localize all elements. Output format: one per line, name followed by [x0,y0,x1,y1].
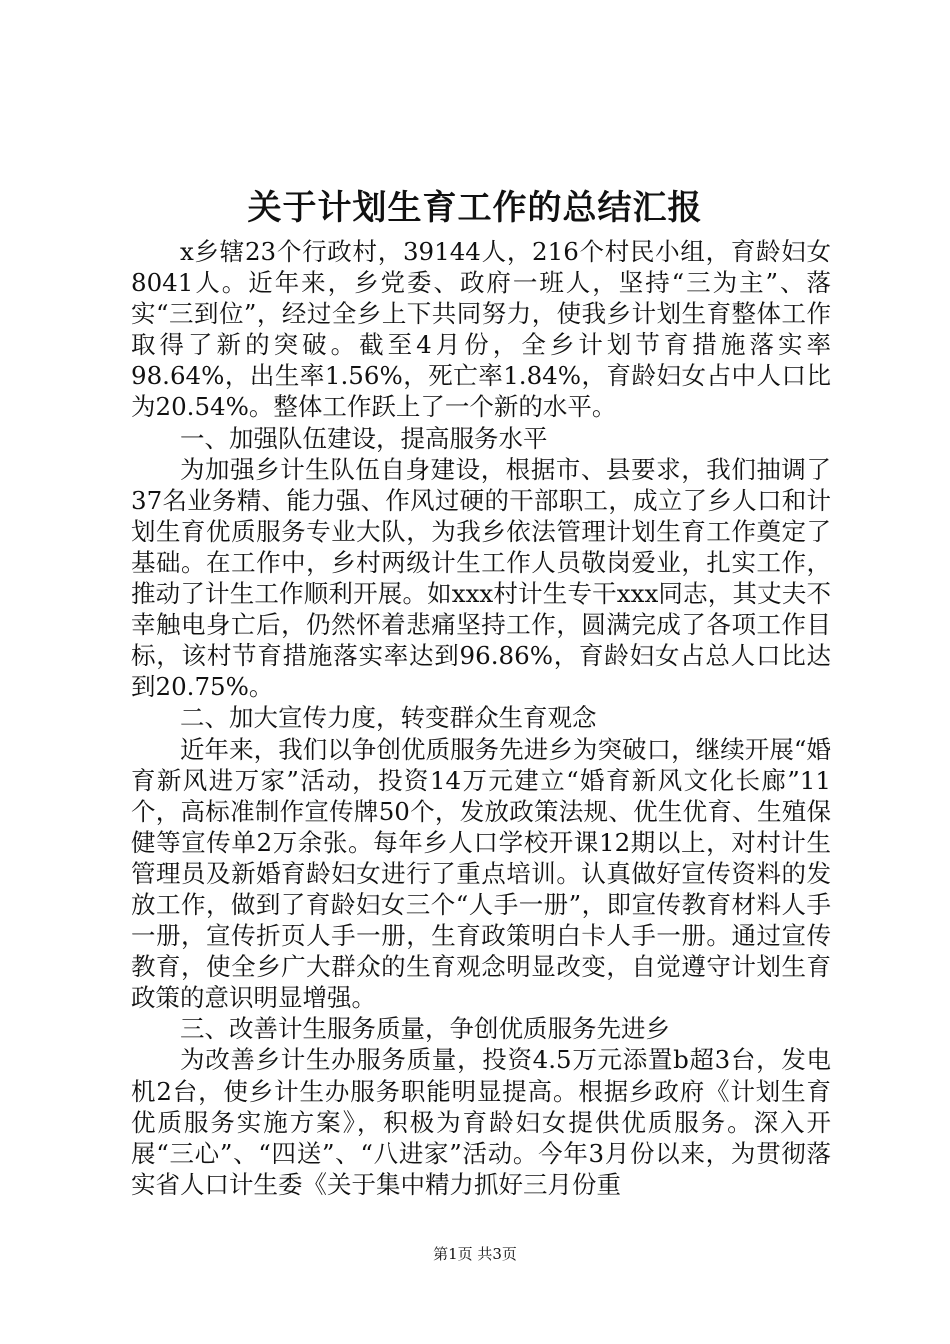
intro-paragraph: x乡辖23个行政村，39144人，216个村民小组，育龄妇女8041人。近年来，乡党委、政府一班人，坚持“三为主”、落实“三到位”，经过全乡上下共同努力，使我乡计划生育整体工作取得了新的突破。截至4月份，全乡计划节育措施落实率98.64%，出生率1.56%，死亡率1.84%，育龄妇女占中人口比为20.54%。整体工作跃上了一个新的水平。 [131,237,831,422]
section-paragraph-1: 为加强乡计生队伍自身建设，根据市、县要求，我们抽调了37名业务精、能力强、作风过硬的干部职工，成立了乡人口和计划生育优质服务专业大队，为我乡依法管理计划生育工作奠定了基础。在工作中，乡村两级计生工作人员敬岗爱业，扎实工作，推动了计生工作顺利开展。如xxx村计生专干xxx同志，其丈夫不幸触电身亡后，仍然怀着悲痛坚持工作，圆满完成了各项工作目标，该村节育措施落实率达到96.86%，育龄妇女占总人口比达到20.75%。 [131,454,831,702]
section-paragraph-3: 为改善乡计生办服务质量，投资4.5万元添置b超3台，发电机2台，使乡计生办服务职能明显提高。根据乡政府《计划生育优质服务实施方案》，积极为育龄妇女提供优质服务。深入开展“三心”、“四送”、“八进家”活动。今年3月份以来，为贯彻落实省人口计生委《关于集中精力抓好三月份重 [131,1045,831,1199]
section-heading-1: 一、加强队伍建设，提高服务水平 [180,423,548,453]
section-heading-3: 三、改善计生服务质量，争创优质服务先进乡 [180,1014,670,1044]
section-heading-2: 二、加大宣传力度，转变群众生育观念 [180,703,597,733]
document-title: 关于计划生育工作的总结汇报 [247,188,703,228]
page-number-footer: 第1页 共3页 [433,1245,517,1263]
section-paragraph-2: 近年来，我们以争创优质服务先进乡为突破口，继续开展“婚育新风进万家”活动，投资14万元建立“婚育新风文化长廊”11个，高标准制作宣传牌50个，发放政策法规、优生优育、生殖保健等宣传单2万余张。每年乡人口学校开课12期以上，对村计生管理员及新婚育龄妇女进行了重点培训。认真做好宣传资料的发放工作，做到了育龄妇女三个“人手一册”，即宣传教育材料人手一册，宣传折页人手一册，生育政策明白卡人手一册。通过宣传教育，使全乡广大群众的生育观念明显改变，自觉遵守计划生育政策的意识明显增强。 [131,734,831,1013]
document-body [131,236,831,1200]
